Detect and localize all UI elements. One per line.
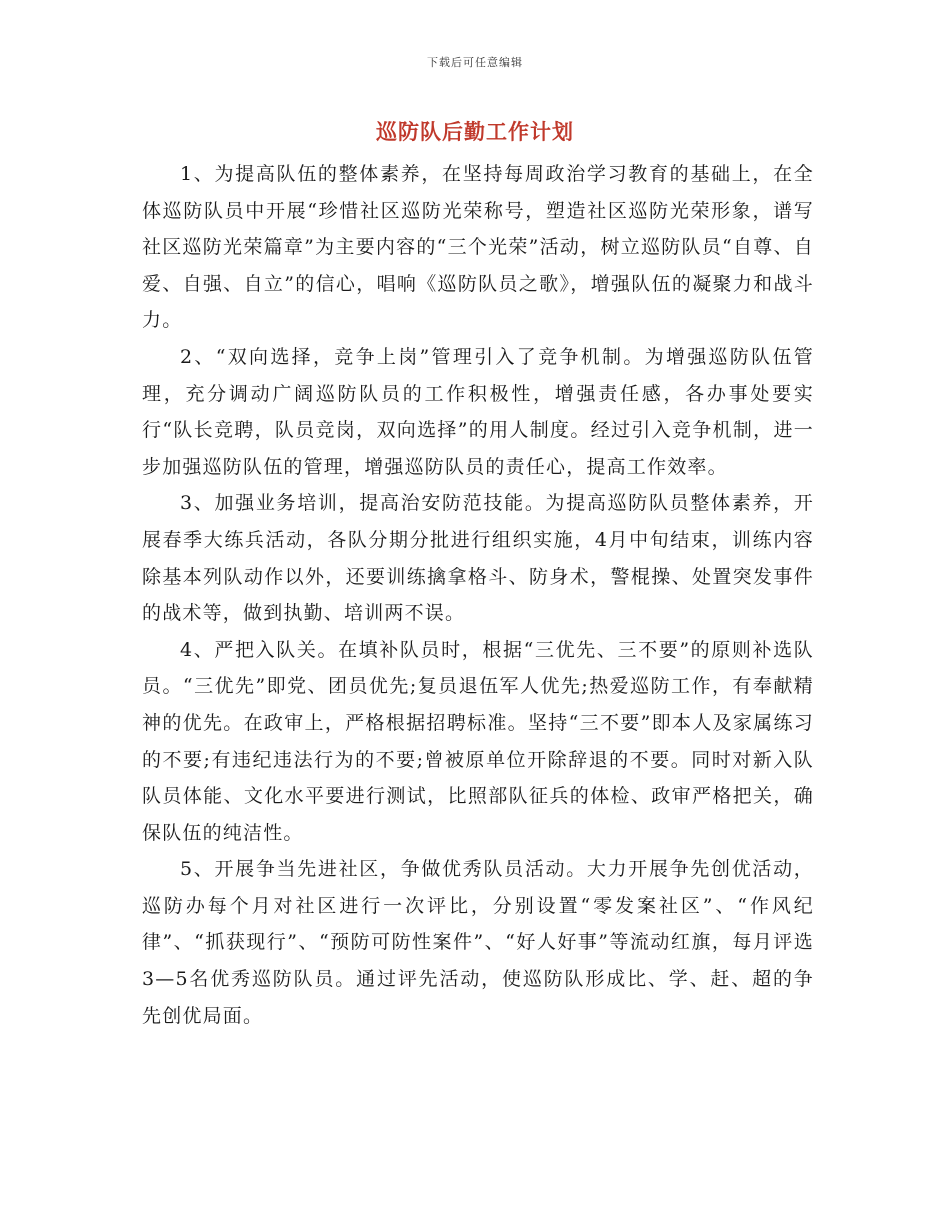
paragraph-2: 2、“双向选择，竞争上岗”管理引入了竞争机制。为增强巡防队伍管理，充分调动广阔巡防队员的工作积极性，增强责任感，各办事处要实行“队长竞聘，队员竞岗，双向选择”的用人制度。经过引入竞争机制，进一步加强巡防队伍的管理，增强巡防队员的责任心，提高工作效率。 — [142, 345, 814, 478]
document-body — [142, 156, 814, 1034]
paragraph-3: 3、加强业务培训，提高治安防范技能。为提高巡防队员整体素养，开展春季大练兵活动，各队分期分批进行组织实施，4月中旬结束，训练内容除基本列队动作以外，还要训练擒拿格斗、防身术，警棍操、处置突发事件的战术等，做到执勤、培训两不误。 — [142, 492, 814, 625]
paragraph-4: 4、严把入队关。在填补队员时，根据“三优先、三不要”的原则补选队员。“三优先”即党、团员优先;复员退伍军人优先;热爱巡防工作，有奉献精神的优先。在政审上，严格根据招聘标准。坚持“三不要”即本人及家属练习的不要;有违纪违法行为的不要;曾被原单位开除辞退的不要。同时对新入队队员体能、文化水平要进行测试，比照部队征兵的体检、政审严格把关，确保队伍的纯洁性。 — [142, 638, 814, 844]
paragraph-5: 5、开展争当先进社区，争做优秀队员活动。大力开展争先创优活动，巡防办每个月对社区进行一次评比，分别设置“零发案社区”、“作风纪律”、“抓获现行”、“预防可防性案件”、“好人好事”等流动红旗，每月评选3—5名优秀巡防队员。通过评先活动，使巡防队形成比、学、赶、超的争先创优局面。 — [142, 858, 814, 1027]
paragraph-1: 1、为提高队伍的整体素养，在坚持每周政治学习教育的基础上，在全体巡防队员中开展“珍惜社区巡防光荣称号，塑造社区巡防光荣形象，谱写社区巡防光荣篇章”为主要内容的“三个光荣”活动，树立巡防队员“自尊、自爱、自强、自立”的信心，唱响《巡防队员之歌》，增强队伍的凝聚力和战斗力。 — [142, 163, 814, 332]
document-title: 巡防队后勤工作计划 — [376, 119, 574, 144]
header-note: 下载后可任意编辑 — [427, 56, 523, 69]
